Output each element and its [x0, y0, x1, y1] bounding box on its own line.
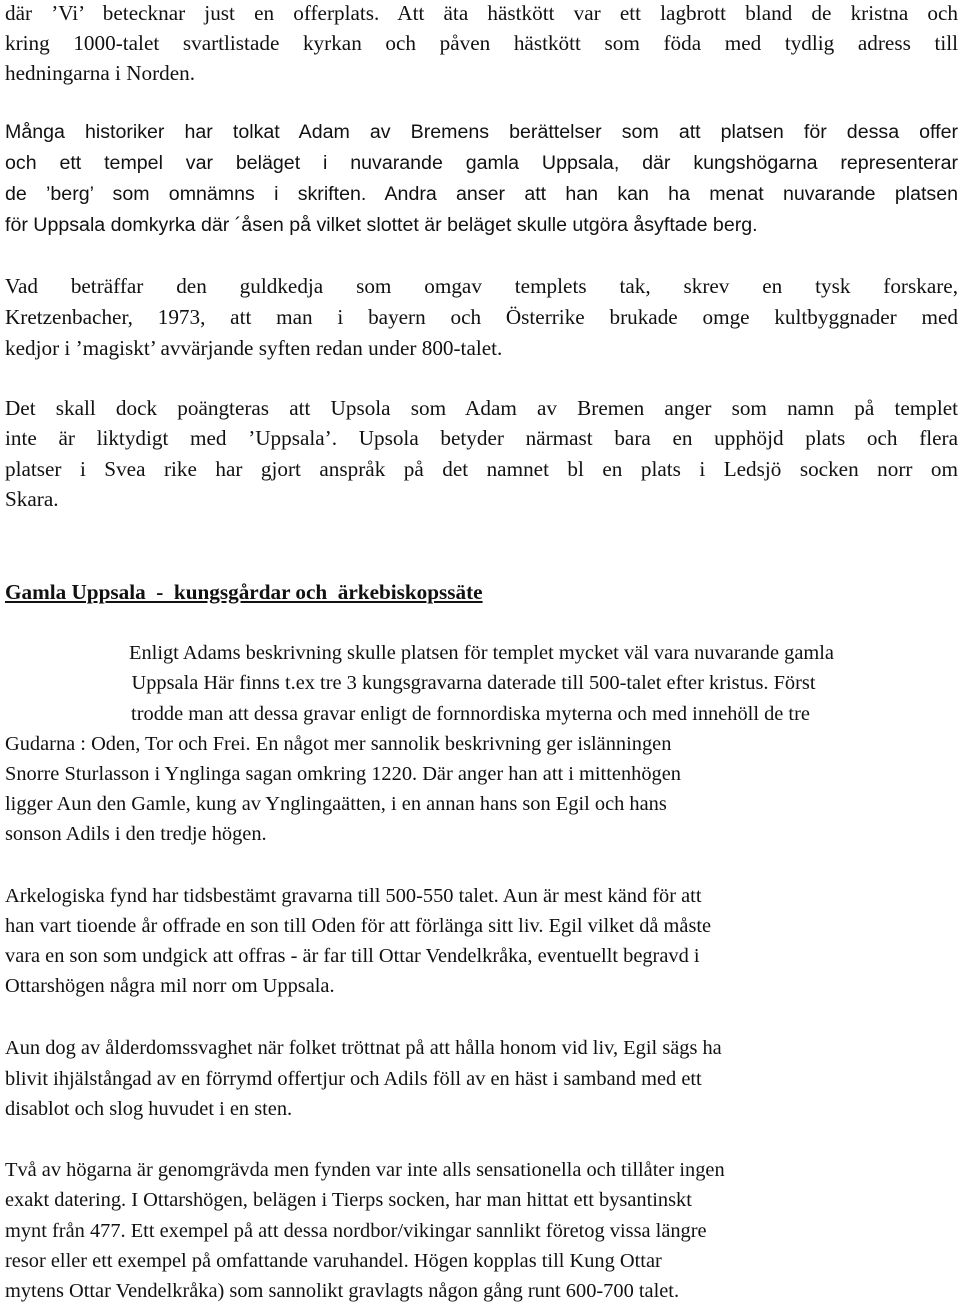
text-line: platser i Svea rike har gjort anspråk på det namnet bl en plats i Ledsjö socken norr om	[5, 457, 958, 481]
text-line: hedningarna i Norden.	[5, 61, 196, 85]
text-line: de ’berg’ som omnämns i skriften. Andra anser att han kan ha menat nuvarande platsen	[5, 183, 958, 205]
text-line: sonson Adils i den tredje högen.	[5, 823, 267, 845]
text-line: Arkelogiska fynd har tidsbestämt gravarna till 500-550 talet. Aun är mest känd för att	[5, 885, 702, 907]
text-line: Aun dog av ålderdomssvaghet när folket tröttnat på att hålla honom vid liv, Egil sägs ha	[5, 1037, 722, 1059]
text-line: Snorre Sturlasson i Ynglinga sagan omkring 1220. Där anger han att i mittenhögen	[5, 763, 681, 785]
text-line: ligger Aun den Gamle, kung av Ynglingaätten, i en annan hans son Egil och hans	[5, 793, 667, 815]
text-line: disablot och slog huvudet i en sten.	[5, 1098, 293, 1120]
text-line: han vart tioende år offrade en son till Oden för att förlänga sitt liv. Egil vilket då måste	[5, 915, 712, 937]
text-line: Gudarna : Oden, Tor och Frei. En något mer sannolik beskrivning ger islänningen	[5, 733, 672, 755]
text-line: vara en son som undgick att offras - är far till Ottar Vendelkråka, eventuellt begravd i	[5, 945, 700, 967]
text-line: Skara.	[5, 487, 59, 511]
text-line: Många historiker har tolkat Adam av Bremens berättelser som att platsen för dessa offer	[5, 121, 958, 143]
text-line: Vad beträffar den guldkedja som omgav templets tak, skrev en tysk forskare,	[5, 274, 958, 298]
text-line: Enligt Adams beskrivning skulle platsen för templet mycket väl vara nuvarande gamla	[129, 642, 834, 664]
text-line: resor eller ett exempel på omfattande varuhandel. Högen kopplas till Kung Ottar	[5, 1250, 662, 1272]
text-line: mynt från 477. Ett exempel på att dessa nordbor/vikingar sannlikt företog vissa längre	[5, 1220, 707, 1242]
text-line: kring 1000-talet svartlistade kyrkan och påven hästkött som föda med tydlig adress till	[5, 31, 958, 55]
text-line: och ett tempel var beläget i nuvarande gamla Uppsala, där kungshögarna representerar	[5, 152, 958, 174]
text-line: trodde man att dessa gravar enligt de fornnordiska myterna och med innehöll de tre	[131, 703, 810, 725]
text-line: Uppsala Här finns t.ex tre 3 kungsgravarna daterade till 500-talet efter kristus. Först	[131, 672, 816, 694]
text-line: Det skall dock poängteras att Upsola som Adam av Bremen anger som namn på templet	[5, 396, 958, 420]
text-line: inte är liktydigt med ’Uppsala’. Upsola betyder närmast bara en upphöjd plats och flera	[5, 426, 958, 450]
text-line: blivit ihjälstångad av en förrymd offertjur och Adils föll av en häst i samband med ett	[5, 1068, 702, 1090]
section-heading: Gamla Uppsala - kungsgårdar och ärkebiskopssäte	[5, 580, 483, 604]
text-line: Ottarshögen några mil norr om Uppsala.	[5, 975, 335, 997]
text-line: för Uppsala domkyrka där ´åsen på vilket slottet är beläget skulle utgöra åsyftade berg.	[5, 214, 758, 236]
text-line: Kretzenbacher, 1973, att man i bayern och Österrike brukade omge kultbyggnader med	[5, 305, 958, 329]
text-line: där ’Vi’ betecknar just en offerplats. Att äta hästkött var ett lagbrott bland de kristna och	[5, 1, 958, 25]
text-line: kedjor i ’magiskt’ avvärjande syften redan under 800-talet.	[5, 336, 503, 360]
text-line: mytens Ottar Vendelkråka) som sannolikt gravlagts någon gång runt 600-700 talet.	[5, 1280, 680, 1302]
text-line: exakt datering. I Ottarshögen, belägen i Tierps socken, har man hittat ett bysantinskt	[5, 1189, 692, 1211]
text-line: Två av högarna är genomgrävda men fynden var inte alls sensationella och tillåter ingen	[5, 1159, 725, 1181]
